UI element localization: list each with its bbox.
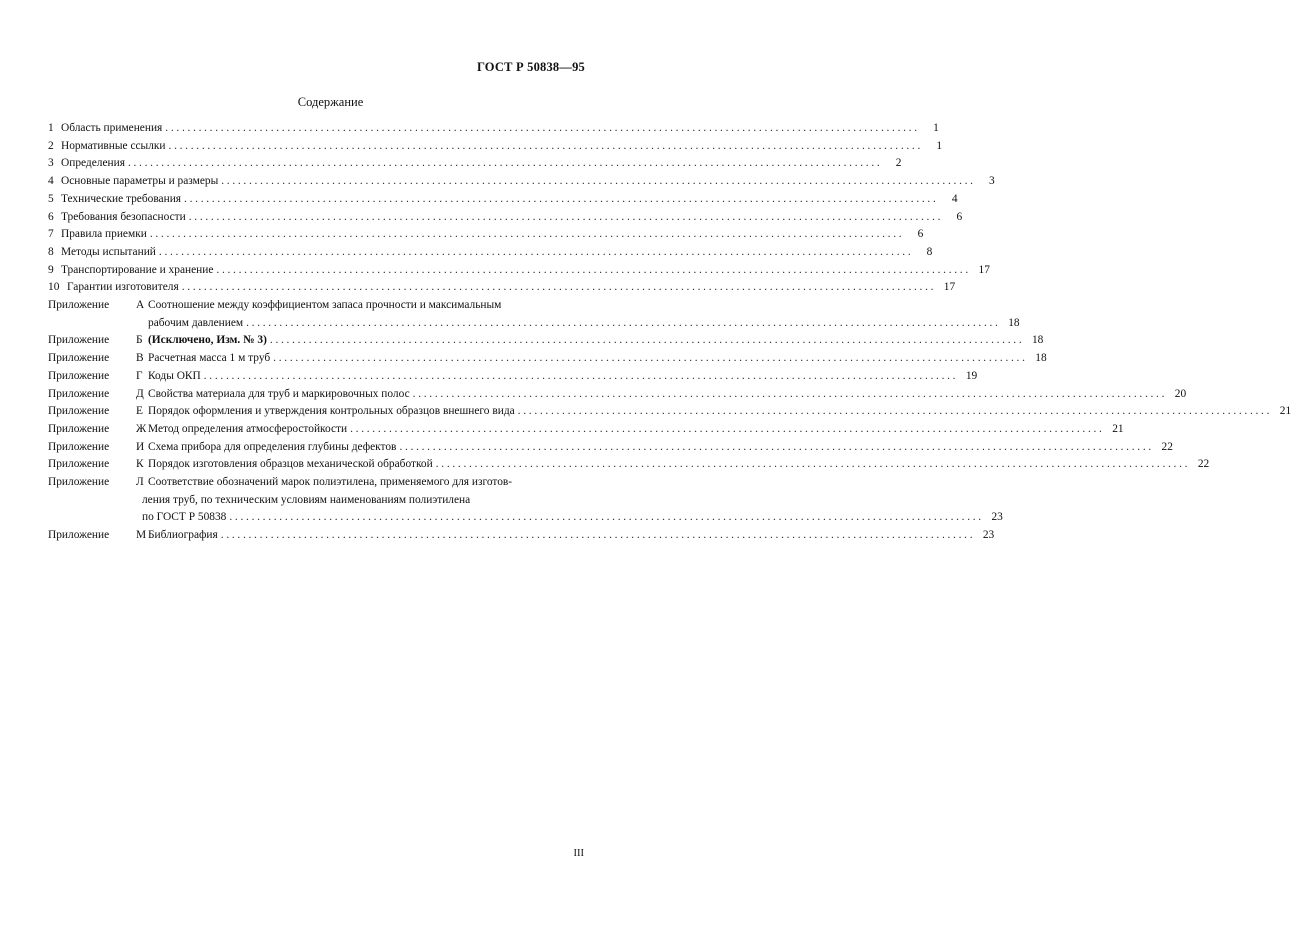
page-number: 17 — [943, 281, 956, 294]
dot-leader: ........................................................................................................................................ — [181, 281, 937, 294]
appendix-letter: Г — [136, 369, 143, 382]
dot-leader: ........................................................................................................................................ — [269, 334, 1025, 347]
section-title: Основные параметры и размеры — [61, 175, 219, 188]
section-title: Транспортирование и хранение — [61, 263, 214, 276]
section-number: 8 — [48, 245, 54, 258]
appendix-title: Соотношение между коэффициентом запаса прочности и максимальным — [148, 299, 502, 312]
page-number: 23 — [991, 511, 1003, 524]
page-number: 21 — [1112, 422, 1124, 435]
section-title: Область применения — [61, 122, 163, 134]
toc-entry-section-1[interactable] — [48, 120, 939, 138]
table-of-contents — [48, 120, 1291, 545]
appendix-letter: М — [136, 529, 147, 542]
appendix-title: Метод определения атмосферостойкости — [148, 422, 348, 435]
section-number: 7 — [48, 228, 54, 241]
dot-leader: ........................................................................................................................................ — [184, 192, 939, 205]
appendix-title: Расчетная масса 1 м труб — [148, 352, 271, 365]
dot-leader: ........................................................................................................................................ — [273, 352, 1028, 365]
page-number: 17 — [978, 263, 990, 276]
dot-leader: ........................................................................................................................................ — [220, 529, 976, 542]
page-number: 20 — [1174, 387, 1187, 400]
toc-entry-appendix-l-continued[interactable] — [48, 492, 584, 510]
toc-entry-section-8[interactable] — [48, 244, 933, 262]
toc-entry-section-3[interactable] — [48, 155, 902, 173]
section-number: 6 — [48, 210, 54, 223]
appendix-label: Приложение — [48, 476, 110, 489]
dot-leader: ........................................................................................................................................ — [435, 458, 1191, 471]
section-number: 3 — [48, 157, 54, 170]
appendix-label: Приложение — [48, 422, 110, 435]
page-number: 2 — [895, 157, 902, 170]
toc-entry-appendix-b[interactable] — [48, 332, 1044, 350]
section-number: 9 — [48, 263, 54, 276]
toc-entry-appendix-a[interactable] — [48, 297, 584, 315]
page-number: 22 — [1197, 458, 1210, 471]
appendix-letter: Д — [136, 387, 144, 400]
section-number: 4 — [48, 175, 54, 188]
appendix-letter: В — [136, 352, 144, 365]
dot-leader: ........................................................................................................................................ — [221, 175, 976, 188]
page-number: 1 — [936, 139, 943, 152]
page-number: 22 — [1161, 440, 1173, 453]
toc-entry-appendix-zh[interactable] — [48, 421, 1124, 439]
appendix-label: Приложение — [48, 458, 110, 471]
section-number: 2 — [48, 139, 54, 152]
dot-leader: ........................................................................................................................................ — [165, 122, 920, 134]
page-number: 21 — [1279, 405, 1291, 418]
appendix-title — [148, 332, 267, 350]
dot-leader: ........................................................................................................................................ — [399, 440, 1154, 453]
toc-entry-appendix-k[interactable] — [48, 456, 1210, 474]
appendix-label: Приложение — [48, 529, 110, 542]
section-number: 1 — [48, 122, 54, 134]
appendix-letter: И — [136, 440, 145, 453]
page-number: 6 — [956, 210, 963, 223]
appendix-letter: Б — [136, 334, 143, 347]
toc-entry-appendix-l[interactable] — [48, 474, 584, 492]
toc-entry-section-10[interactable] — [48, 279, 956, 297]
appendix-title: Свойства материала для труб и маркировочных полос — [148, 387, 410, 400]
toc-entry-appendix-d[interactable] — [48, 386, 1187, 404]
dot-leader: ........................................................................................................................................ — [216, 263, 971, 276]
dot-leader: ........................................................................................................................................ — [229, 511, 984, 524]
section-title: Технические требования — [61, 192, 182, 205]
appendix-title: Схема прибора для определения глубины дефектов — [148, 440, 397, 453]
appendix-label: Приложение — [48, 334, 110, 347]
dot-leader: ........................................................................................................................................ — [517, 405, 1273, 418]
toc-entry-appendix-m[interactable] — [48, 527, 995, 545]
toc-entry-appendix-e[interactable] — [48, 403, 1291, 421]
footer-page-number: III — [573, 848, 584, 859]
appendix-letter: Л — [136, 476, 144, 489]
appendix-label: Приложение — [48, 299, 110, 312]
page-number: 8 — [926, 245, 933, 258]
section-title: Правила приемки — [61, 228, 147, 241]
appendix-label: Приложение — [48, 369, 110, 382]
toc-entry-appendix-l-continued-2[interactable] — [48, 509, 1003, 527]
appendix-title: Соответствие обозначений марок полиэтилена, применяемого для изготов- — [148, 476, 513, 489]
appendix-letter: Е — [136, 405, 143, 418]
page-number: 18 — [1035, 352, 1047, 365]
toc-entry-section-6[interactable] — [48, 209, 963, 227]
dot-leader: ........................................................................................................................................ — [246, 316, 1001, 329]
page-number: 3 — [989, 175, 995, 188]
page-number: 18 — [1031, 334, 1044, 347]
toc-entry-section-9[interactable] — [48, 262, 990, 280]
toc-entry-appendix-i[interactable] — [48, 439, 1173, 457]
page-number: 23 — [982, 529, 995, 542]
appendix-title: Коды ОКП — [148, 369, 201, 382]
toc-entry-appendix-v[interactable] — [48, 350, 1047, 368]
toc-entry-appendix-a-continued[interactable] — [48, 315, 1020, 333]
appendix-letter: Ж — [136, 422, 147, 435]
appendix-title-bold: (Исключено, Изм. № 3) — [148, 334, 267, 347]
appendix-title: Порядок изготовления образцов механической обработкой — [148, 458, 433, 471]
page-number: 19 — [965, 369, 978, 382]
dot-leader: ........................................................................................................................................ — [127, 157, 883, 170]
toc-entry-appendix-g[interactable] — [48, 368, 978, 386]
appendix-title-continued: по ГОСТ Р 50838 — [142, 511, 227, 524]
section-title: Определения — [61, 157, 125, 170]
dot-leader: ........................................................................................................................................ — [168, 139, 924, 152]
appendix-title-continued: ления труб, по техническим условиям наименованиям полиэтилена — [142, 493, 471, 506]
section-number: 5 — [48, 192, 54, 205]
dot-leader: ........................................................................................................................................ — [203, 369, 959, 382]
section-title: Требования безопасности — [61, 210, 186, 223]
appendix-letter: А — [136, 299, 145, 312]
page-number: 6 — [917, 228, 924, 241]
page-number: 4 — [951, 192, 958, 205]
appendix-label: Приложение — [48, 387, 110, 400]
dot-leader: ........................................................................................................................................ — [350, 422, 1105, 435]
appendix-label: Приложение — [48, 405, 110, 418]
dot-leader: ........................................................................................................................................ — [149, 228, 905, 241]
document-code: ГОСТ Р 50838—95 — [476, 60, 585, 74]
dot-leader: ........................................................................................................................................ — [158, 245, 914, 258]
toc-entry-section-5[interactable] — [48, 191, 958, 209]
dot-leader: ........................................................................................................................................ — [188, 210, 944, 223]
appendix-title: Библиография — [148, 529, 218, 542]
toc-entry-section-4[interactable] — [48, 173, 995, 191]
section-number: 10 — [48, 281, 60, 294]
appendix-title-continued: рабочим давлением — [148, 316, 244, 329]
appendix-label: Приложение — [48, 352, 110, 365]
toc-title: Содержание — [297, 95, 364, 109]
section-title: Гарантии изготовителя — [67, 281, 179, 294]
page-number: 1 — [933, 122, 939, 134]
appendix-letter: К — [136, 458, 144, 471]
dot-leader: ........................................................................................................................................ — [412, 387, 1168, 400]
appendix-label: Приложение — [48, 440, 110, 453]
appendix-title: Порядок оформления и утверждения контрольных образцов внешнего вида — [148, 405, 515, 418]
section-title: Методы испытаний — [61, 245, 156, 258]
section-title: Нормативные ссылки — [61, 139, 166, 152]
page-number: 18 — [1008, 316, 1020, 329]
toc-entry-section-7[interactable] — [48, 226, 924, 244]
toc-entry-section-2[interactable] — [48, 138, 943, 156]
